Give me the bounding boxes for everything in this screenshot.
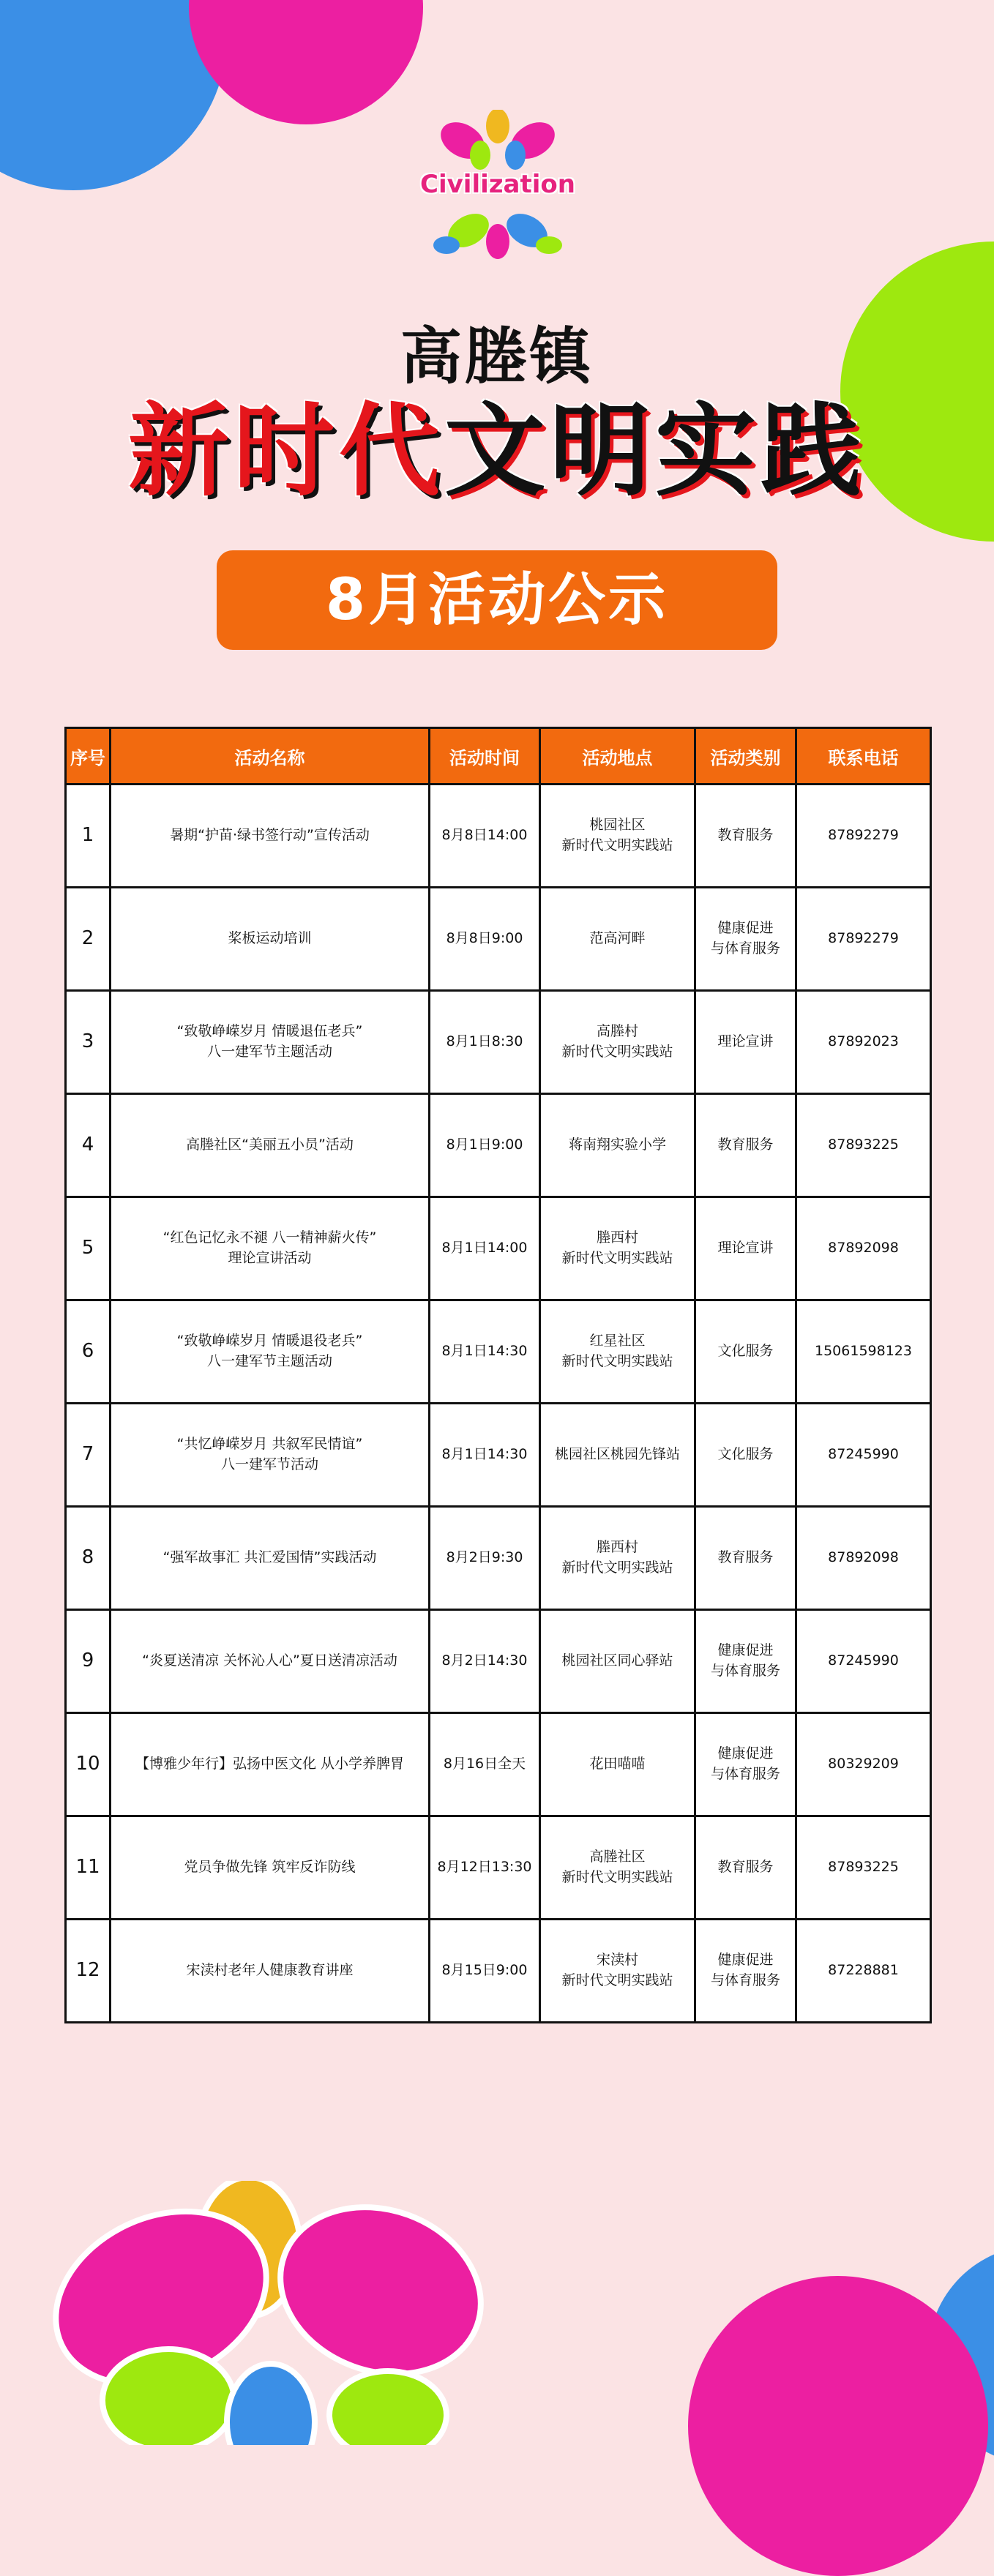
table-row [66,1610,931,1713]
contact-phone-cell: 80329209 [796,1713,931,1816]
activity-category-cell: 文化服务 [695,1404,796,1507]
activity-category-cell: 健康促进 与体育服务 [695,1610,796,1713]
activity-category-cell: 教育服务 [695,1094,796,1197]
activity-category-cell: 健康促进 与体育服务 [695,1920,796,2023]
activity-category-cell: 健康促进 与体育服务 [695,888,796,991]
civilization-logo [417,110,578,263]
activity-time-cell: 8月1日14:00 [430,1197,540,1300]
activity-name-cell: “致敬峥嵘岁月 情暖退伍老兵” 八一建军节主题活动 [111,991,430,1094]
activity-time-cell: 8月12日13:30 [430,1816,540,1920]
activity-place-cell: 花田喵喵 [540,1713,695,1816]
logo-text: Civilization [420,170,575,199]
activity-category-cell: 理论宣讲 [695,1197,796,1300]
table-row [66,1713,931,1816]
contact-phone-cell: 87228881 [796,1920,931,2023]
table-header-row [66,728,931,785]
activity-name-cell: “强军故事汇 共汇爱国情”实践活动 [111,1507,430,1610]
index-cell: 1 [66,785,111,888]
activity-name-cell: 桨板运动培训 [111,888,430,991]
contact-phone-cell: 87892279 [796,888,931,991]
pink-circle-bottom-right [688,2276,988,2576]
activity-time-cell: 8月15日9:00 [430,1920,540,2023]
activity-category-cell: 教育服务 [695,1816,796,1920]
activity-name-cell: 【博雅少年行】弘扬中医文化 从小学养脾胃 [111,1713,430,1816]
activity-time-cell: 8月1日9:00 [430,1094,540,1197]
activity-time-cell: 8月1日8:30 [430,991,540,1094]
index-cell: 3 [66,991,111,1094]
activity-place-cell: 桃园社区桃园先锋站 [540,1404,695,1507]
table-row [66,1816,931,1920]
contact-phone-cell: 87245990 [796,1610,931,1713]
activity-place-cell: 高塍社区 新时代文明实践站 [540,1816,695,1920]
activity-time-cell: 8月2日9:30 [430,1507,540,1610]
activity-place-cell: 高塍村 新时代文明实践站 [540,991,695,1094]
activity-category-cell: 教育服务 [695,785,796,888]
activity-place-cell: 桃园社区 新时代文明实践站 [540,785,695,888]
headline-red: 新时代 [127,392,444,510]
activity-name-cell: 党员争做先锋 筑牢反诈防线 [111,1816,430,1920]
activity-category-cell: 健康促进 与体育服务 [695,1713,796,1816]
contact-phone-cell: 87245990 [796,1404,931,1507]
table-row [66,991,931,1094]
contact-phone-cell: 87892279 [796,785,931,888]
activity-name-cell: “致敬峥嵘岁月 情暖退役老兵” 八一建军节主题活动 [111,1300,430,1404]
pink-circle-top [189,0,423,124]
table-row [66,888,931,991]
index-cell: 6 [66,1300,111,1404]
activity-place-cell: 塍西村 新时代文明实践站 [540,1197,695,1300]
headline [0,392,994,510]
activity-time-cell: 8月8日9:00 [430,888,540,991]
index-cell: 11 [66,1816,111,1920]
headline-black: 文明实践 [444,392,867,510]
contact-phone-cell: 87892098 [796,1197,931,1300]
activity-name-cell: “红色记忆永不褪 八一精神薪火传” 理论宣讲活动 [111,1197,430,1300]
header-activity-name: 活动名称 [111,728,430,785]
activity-name-cell: “炎夏送清凉 关怀沁人心”夏日送清凉活动 [111,1610,430,1713]
contact-phone-cell: 87892098 [796,1507,931,1610]
table-row [66,1094,931,1197]
index-cell: 9 [66,1610,111,1713]
activity-place-cell: 范高河畔 [540,888,695,991]
index-cell: 12 [66,1920,111,2023]
index-cell: 5 [66,1197,111,1300]
activity-time-cell: 8月1日14:30 [430,1300,540,1404]
contact-phone-cell: 87893225 [796,1094,931,1197]
month-banner: 8月活动公示 [217,550,777,650]
activity-name-cell: “共忆峥嵘岁月 共叙军民情谊” 八一建军节活动 [111,1404,430,1507]
index-cell: 4 [66,1094,111,1197]
table-row [66,1300,931,1404]
activity-place-cell: 红星社区 新时代文明实践站 [540,1300,695,1404]
activity-place-cell: 桃园社区同心驿站 [540,1610,695,1713]
contact-phone-cell: 87893225 [796,1816,931,1920]
table-row [66,1920,931,2023]
contact-phone-cell: 87892023 [796,991,931,1094]
header-activity-place: 活动地点 [540,728,695,785]
header-index: 序号 [66,728,111,785]
activity-name-cell: 暑期“护苗·绿书签行动”宣传活动 [111,785,430,888]
activity-time-cell: 8月1日14:30 [430,1404,540,1507]
activity-category-cell: 文化服务 [695,1300,796,1404]
activity-place-cell: 蒋南翔实验小学 [540,1094,695,1197]
activity-name-cell: 高塍社区“美丽五小员”活动 [111,1094,430,1197]
header-activity-time: 活动时间 [430,728,540,785]
index-cell: 10 [66,1713,111,1816]
table-row [66,1404,931,1507]
activity-table [64,727,932,2023]
table-row [66,1197,931,1300]
town-name: 高塍镇 [400,321,594,392]
header-contact-phone: 联系电话 [796,728,931,785]
index-cell: 7 [66,1404,111,1507]
table-row [66,1507,931,1610]
activity-name-cell: 宋渎村老年人健康教育讲座 [111,1920,430,2023]
index-cell: 2 [66,888,111,991]
activity-category-cell: 教育服务 [695,1507,796,1610]
activity-time-cell: 8月8日14:00 [430,785,540,888]
activity-time-cell: 8月2日14:30 [430,1610,540,1713]
contact-phone-cell: 15061598123 [796,1300,931,1404]
activity-place-cell: 宋渎村 新时代文明实践站 [540,1920,695,2023]
activity-time-cell: 8月16日全天 [430,1713,540,1816]
table-row [66,785,931,888]
activity-place-cell: 塍西村 新时代文明实践站 [540,1507,695,1610]
activity-category-cell: 理论宣讲 [695,991,796,1094]
index-cell: 8 [66,1507,111,1610]
header-activity-category: 活动类别 [695,728,796,785]
flower-decoration-bottom-left [0,2181,512,2445]
